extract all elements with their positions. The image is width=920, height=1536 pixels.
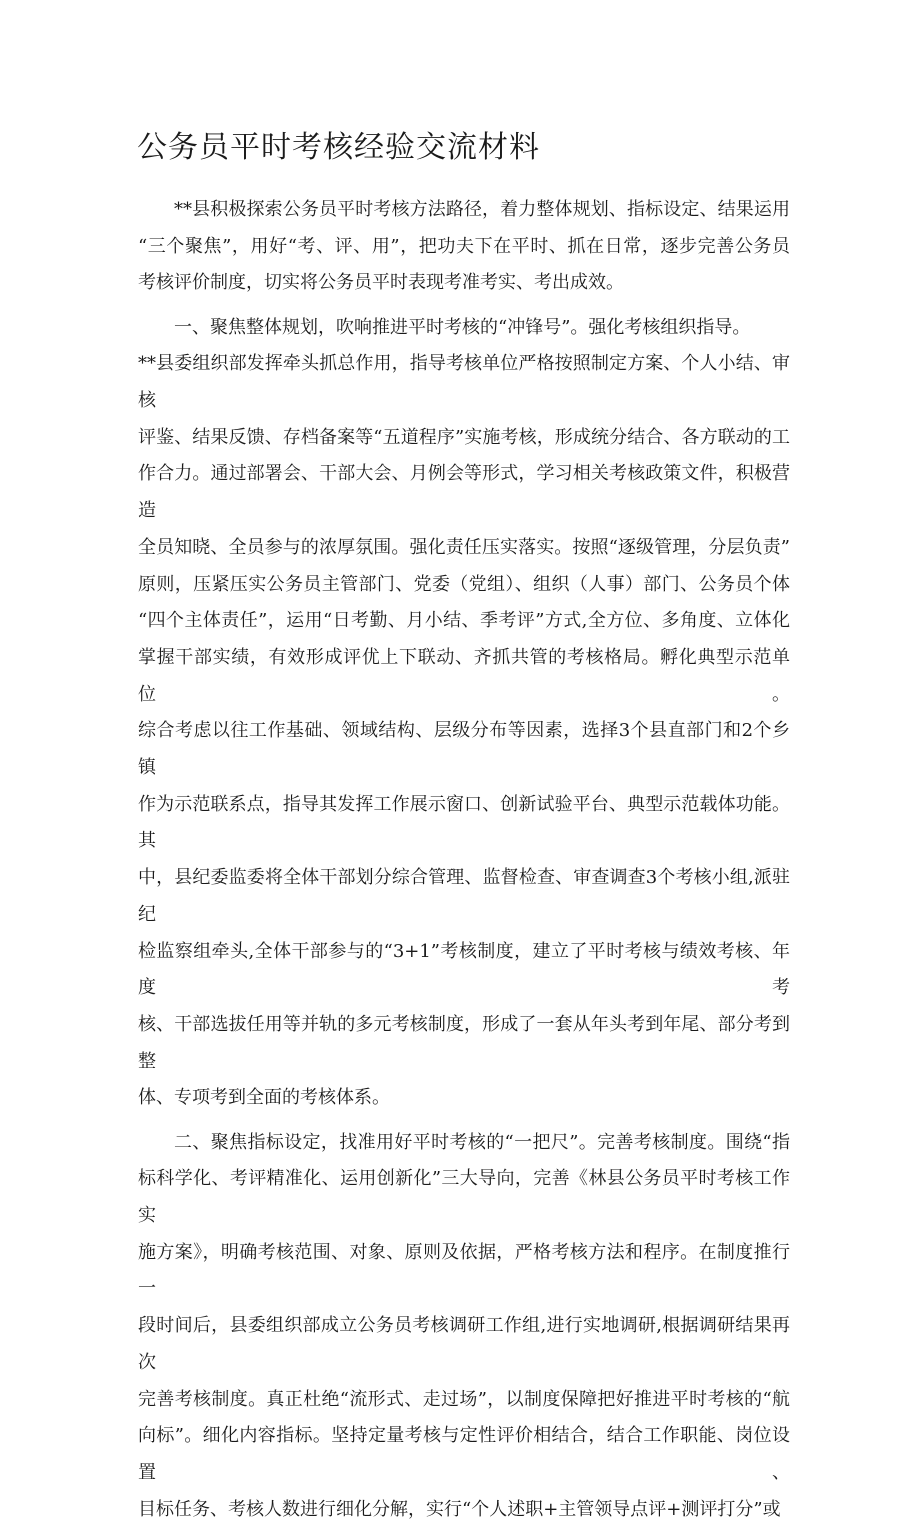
text-line: 全员知晓、全员参与的浓厚氛围。强化责任压实落实。按照“逐级管理，分层负责” — [138, 536, 790, 558]
text-line: 完善考核制度。真正杜绝“流形式、走过场”，以制度保障把好推进平时考核的“航 — [138, 1388, 790, 1410]
section-heading-line: 一、聚焦整体规划，吹响推进平时考核的“冲锋号”。强化考核组织指导。 — [174, 316, 751, 338]
text-line: 向标”。细化内容指标。坚持定量考核与定性评价相结合，结合工作职能、岗位设置、 — [138, 1425, 790, 1483]
text-line: 标科学化、考评精准化、运用创新化”三大导向，完善《林县公务员平时考核工作实 — [138, 1168, 790, 1226]
section-heading-line: 二、聚焦指标设定，找准用好平时考核的“一把尺”。完善考核制度。围绕“指 — [174, 1131, 790, 1153]
text-line: 检监察组牵头,全体干部参与的“3+1”考核制度，建立了平时考核与绩效考核、年度考 — [138, 940, 790, 999]
text-line: 施方案》，明确考核范围、对象、原则及依据，严格考核方法和程序。在制度推行一 — [138, 1241, 790, 1300]
text-line: **县积极探索公务员平时考核方法路径，着力整体规划、指标设定、结果运用 — [174, 199, 790, 220]
text-line: 体、专项考到全面的考核体系。 — [138, 1087, 390, 1109]
paragraph-section-one — [138, 310, 790, 1117]
text-line: 原则，压紧压实公务员主管部门、党委（党组）、组织（人事）部门、公务员个体 — [138, 573, 790, 595]
text-line: “四个主体责任”，运用“日考勤、月小结、季考评”方式,全方位、多角度、立体化 — [138, 610, 790, 632]
paragraph-section-two — [138, 1125, 790, 1529]
text-line: 掌握干部实绩，有效形成评优上下联动、齐抓共管的考核格局。孵化典型示范单位。 — [138, 646, 790, 705]
text-line: 考核评价制度，切实将公务员平时表现考准考实、考出成效。 — [138, 272, 624, 294]
text-line: 作为示范联系点，指导其发挥工作展示窗口、创新试验平台、典型示范载体功能。其 — [138, 793, 790, 852]
text-line: “三个聚焦”，用好“考、评、用”，把功夫下在平时、抓在日常，逐步完善公务员 — [138, 235, 790, 257]
document-title: 公务员平时考核经验交流材料 — [137, 130, 540, 165]
text-line: 综合考虑以往工作基础、领域结构、层级分布等因素，选择3个县直部门和2个乡镇 — [138, 720, 790, 779]
paragraph-intro — [138, 192, 790, 302]
text-line: 作合力。通过部署会、干部大会、月例会等形式，学习相关考核政策文件，积极营造 — [138, 463, 790, 522]
text-line: 核、干部选拔任用等并轨的多元考核制度，形成了一套从年头考到年尾、部分考到整 — [138, 1013, 790, 1072]
text-line: 段时间后，县委组织部成立公务员考核调研工作组,进行实地调研,根据调研结果再次 — [138, 1315, 790, 1373]
text-line: 目标任务、考核人数进行细化分解，实行“个人述职+主管领导点评+测评打分”或 — [138, 1498, 781, 1520]
text-line: 中，县纪委监委将全体干部划分综合管理、监督检查、审查调查3个考核小组,派驻纪 — [138, 867, 790, 925]
text-line: **县委组织部发挥牵头抓总作用，指导考核单位严格按照制定方案、个人小结、审核 — [138, 353, 790, 412]
text-line: 评鉴、结果反馈、存档备案等“五道程序”实施考核，形成统分结合、各方联动的工 — [138, 426, 790, 448]
document-body — [138, 192, 790, 1536]
